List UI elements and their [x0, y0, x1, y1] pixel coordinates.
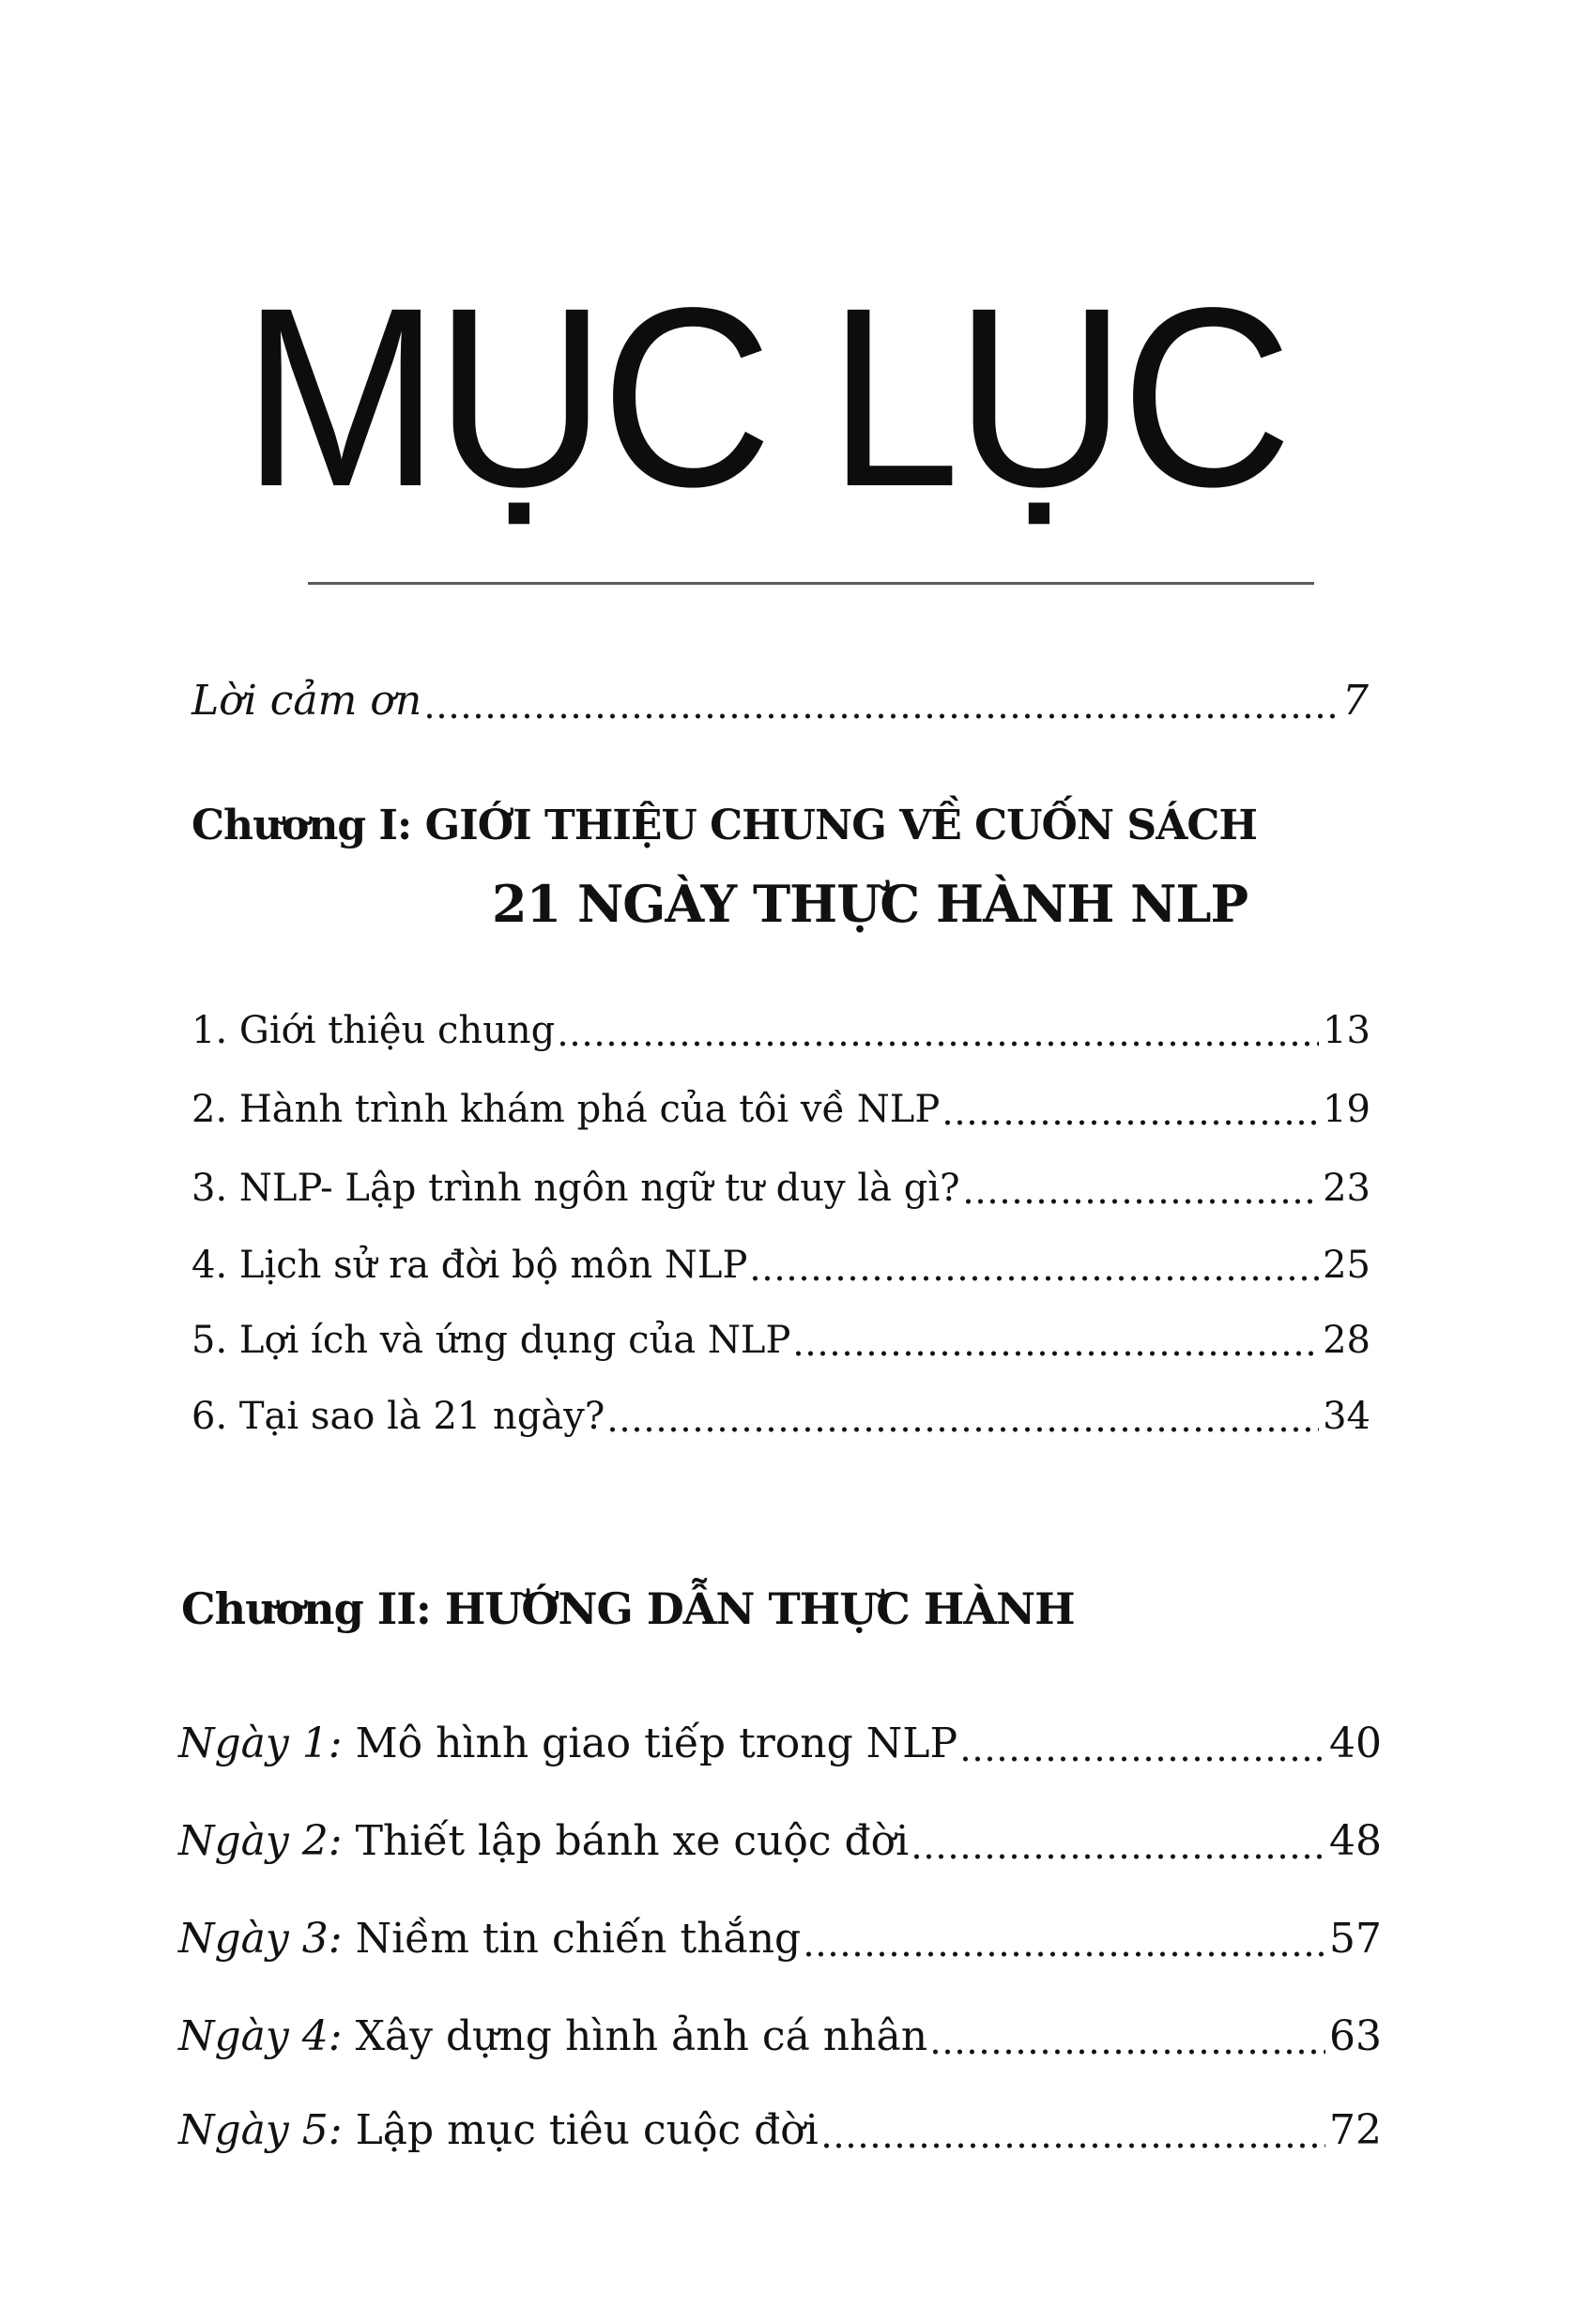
day-title: Xây dựng hình ảnh cá nhân: [355, 2012, 928, 2060]
dot-leader: [959, 1755, 1325, 1763]
toc-entry-day[interactable]: [178, 1720, 1382, 1767]
toc-entry-day[interactable]: [178, 2012, 1382, 2060]
day-title: Thiết lập bánh xe cuộc đời: [355, 1817, 910, 1865]
toc-entry-label: [178, 2106, 819, 2154]
toc-page-number: 7: [1342, 677, 1369, 725]
chapter-1-prefix: Chương I:: [191, 802, 412, 849]
toc-entry[interactable]: [191, 1395, 1370, 1438]
title-divider: [308, 582, 1314, 585]
toc-page-number: 72: [1329, 2106, 1382, 2154]
toc-page-number: 48: [1329, 1817, 1382, 1865]
chapter-1-title-line2: 21 NGÀY THỰC HÀNH NLP: [492, 874, 1248, 934]
day-title: Mô hình giao tiếp trong NLP: [355, 1720, 958, 1767]
toc-entry[interactable]: [191, 1319, 1370, 1362]
toc-entry-label: [178, 1817, 910, 1865]
chapter-2-prefix: Chương II:: [181, 1583, 431, 1634]
toc-entry-label: [178, 1720, 958, 1767]
dot-leader: [803, 1950, 1325, 1958]
dot-leader: [911, 1853, 1325, 1860]
toc-entry-label: 6. Tại sao là 21 ngày?: [191, 1395, 605, 1438]
toc-entry-label: 4. Lịch sử ra đời bộ môn NLP: [191, 1244, 748, 1287]
toc-entry-label: Lời cảm ơn: [191, 677, 422, 725]
toc-entry-label: 3. NLP- Lập trình ngôn ngữ tư duy là gì?: [191, 1167, 960, 1210]
toc-page-number: 13: [1323, 1009, 1370, 1052]
dot-leader: [792, 1350, 1319, 1357]
toc-page-number: 57: [1329, 1915, 1382, 1963]
dot-leader: [962, 1198, 1320, 1205]
toc-entry-label: [178, 1915, 802, 1963]
dot-leader: [929, 2048, 1325, 2056]
day-prefix: Ngày 2:: [178, 1817, 343, 1865]
toc-page-number: 34: [1323, 1395, 1370, 1438]
chapter-2-title: HƯỚNG DẪN THỰC HÀNH: [444, 1583, 1075, 1634]
dot-leader: [557, 1040, 1319, 1047]
toc-entry-label: [178, 2012, 928, 2060]
toc-entry-label: 5. Lợi ích và ứng dụng của NLP: [191, 1319, 791, 1362]
toc-page-number: 25: [1323, 1244, 1370, 1287]
dot-leader: [423, 712, 1339, 720]
dot-leader: [820, 2142, 1325, 2149]
toc-entry-day[interactable]: [178, 2106, 1382, 2154]
dot-leader: [606, 1426, 1319, 1433]
toc-entry-label: 1. Giới thiệu chung: [191, 1009, 556, 1052]
day-prefix: Ngày 4:: [178, 2012, 343, 2060]
toc-page-number: 40: [1329, 1720, 1382, 1767]
day-title: Niềm tin chiến thắng: [355, 1915, 802, 1963]
toc-entry-day[interactable]: [178, 1915, 1382, 1963]
day-prefix: Ngày 3:: [178, 1915, 343, 1963]
dot-leader: [749, 1275, 1319, 1282]
day-prefix: Ngày 1:: [178, 1720, 343, 1767]
toc-entry[interactable]: [191, 1167, 1370, 1210]
chapter-1-heading: [191, 802, 1257, 849]
toc-page-number: 63: [1329, 2012, 1382, 2060]
chapter-2-heading: [181, 1583, 1075, 1634]
dot-leader: [942, 1119, 1319, 1126]
toc-entry[interactable]: [191, 1009, 1370, 1052]
chapter-1-title-line1: GIỚI THIỆU CHUNG VỀ CUỐN SÁCH: [424, 802, 1257, 849]
toc-entry[interactable]: [191, 1244, 1370, 1287]
toc-entry-day[interactable]: [178, 1817, 1382, 1865]
toc-entry[interactable]: [191, 1088, 1370, 1131]
toc-entry-label: 2. Hành trình khám phá của tôi về NLP: [191, 1088, 941, 1131]
toc-page-number: 23: [1323, 1167, 1370, 1210]
toc-entry-acknowledgement[interactable]: [191, 677, 1369, 725]
day-title: Lập mục tiêu cuộc đời: [355, 2106, 819, 2154]
toc-page-number: 28: [1323, 1319, 1370, 1362]
page-title: MỤC LỤC: [242, 254, 1288, 540]
toc-page-number: 19: [1323, 1088, 1370, 1131]
day-prefix: Ngày 5:: [178, 2106, 343, 2154]
